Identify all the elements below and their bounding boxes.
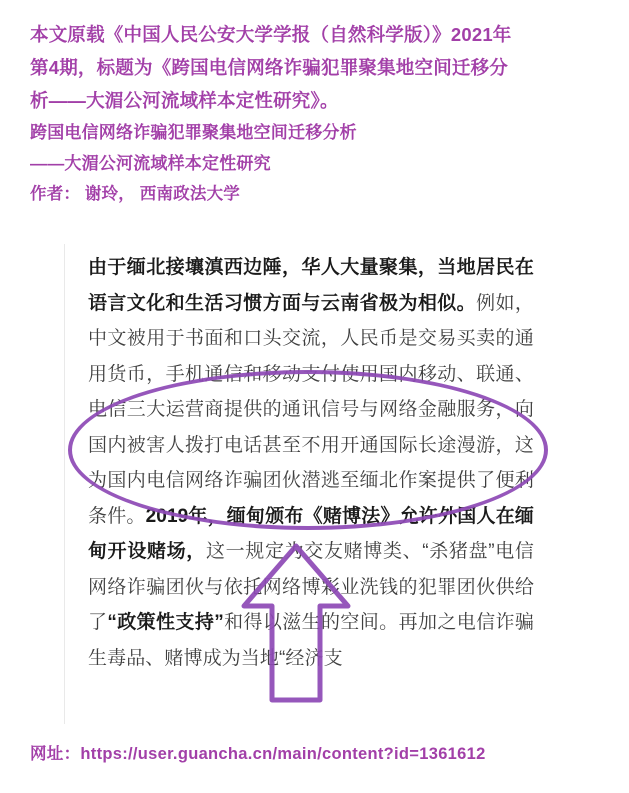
article-body <box>88 250 534 676</box>
paragraph-1 <box>88 250 534 676</box>
url-label: 网址： <box>30 745 81 763</box>
source-url[interactable] <box>30 740 486 764</box>
article-title-line-1: 跨国电信网络诈骗犯罪聚集地空间迁移分析 <box>30 123 357 142</box>
source-note-line-1: 本文原载《中国人民公安大学学报（自然科学版）》2021年 <box>30 24 512 45</box>
paragraph-2-bold-2: “政策性支持” <box>107 612 224 633</box>
paragraph-1-bold-lead: 由于缅北接壤滇西边陲，华人大量聚集，当地居民在语言文化和生活习惯方面与云南省极为相似。 <box>88 257 534 314</box>
paragraph-2-bold-1: 2019年，缅甸颁布《赌博法》允许外国人在缅甸开设赌场， <box>88 505 534 562</box>
article-title-line-2: ——大湄公河流域样本定性研究 <box>30 154 271 173</box>
url-value[interactable]: https://user.guancha.cn/main/content?id=1361612 <box>80 745 486 763</box>
header-block <box>30 18 600 210</box>
paragraph-2-mid-2: 和得以滋生的空间。再加之电信诈骗生毒品、赌博成为当地“经济支 <box>88 612 534 669</box>
article-author: 作者： 谢玲， 西南政法大学 <box>30 185 240 203</box>
source-note-line-3: 析——大湄公河流域样本定性研究》。 <box>30 90 339 111</box>
source-note-line-2: 第4期，标题为《跨国电信网络诈骗犯罪聚集地空间迁移分 <box>30 57 508 78</box>
paragraph-1-body: 例如，中文被用于书面和口头交流，人民币是交易买卖的通用货币，手机通信和移动支付使用国内移动、联通、电信三大运营商提供的通讯信号与网络金融服务，向国内被害人拨打电话甚至不用开通国际长途漫游，这为国内电信网络诈骗团伙潜逃至缅北作案提供了便利条件。 <box>88 292 534 527</box>
left-divider <box>64 244 65 724</box>
paragraph-2-mid-1: 这一规定为交友赌博类、“杀猪盘”电信网络诈骗团伙与依托网络博彩业洗钱的犯罪团伙供给了 <box>88 541 534 633</box>
